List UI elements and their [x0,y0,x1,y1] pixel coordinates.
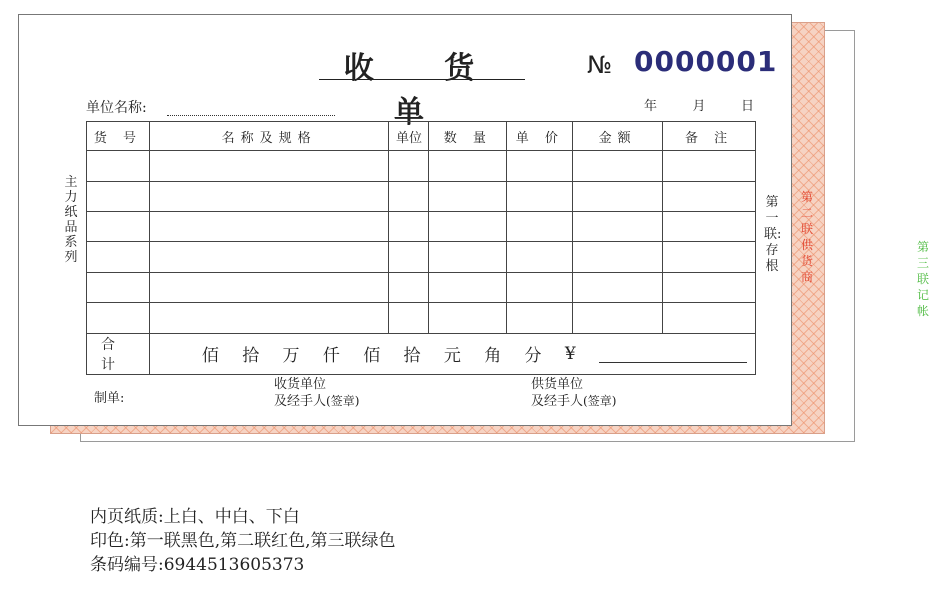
number-mark: № [587,51,612,79]
col-header-unit-price: 单 价 [507,122,573,151]
table-row [87,272,756,302]
amount-units [150,341,755,366]
table-cell[interactable] [149,303,389,333]
table-cell[interactable] [389,181,429,211]
table-cell[interactable] [663,242,756,272]
table-cell[interactable] [429,181,507,211]
first-copy-sheet [18,14,792,426]
table-cell[interactable] [507,151,573,181]
table-cell[interactable] [507,212,573,242]
copy1-label: 第一联:存根 [764,195,782,274]
maker-label: 制单: [94,391,125,406]
table-cell[interactable] [573,303,663,333]
receiver-label-line1: 收货单位 [274,377,327,392]
table-cell[interactable] [149,151,389,181]
table-cell[interactable] [663,181,756,211]
table-cell[interactable] [573,212,663,242]
table-cell[interactable] [573,181,663,211]
total-label-cell [87,333,150,375]
supplier-label-line2: 及经手人 [531,394,584,409]
table-cell[interactable] [87,212,150,242]
unit-name-field[interactable] [167,115,335,116]
col-header-remark: 备 注 [663,122,756,151]
receiver-label-line2: 及经手人 [274,394,327,409]
table-cell[interactable] [389,242,429,272]
table-cell[interactable] [149,272,389,302]
table-cell[interactable] [573,272,663,302]
table-cell[interactable] [429,151,507,181]
table-cell[interactable] [663,303,756,333]
goods-table [86,121,756,375]
month-label: 月 [692,99,706,114]
series-side-text: 主力纸品系列 [64,175,78,265]
unit-shi: 拾 [242,346,260,367]
table-cell[interactable] [663,212,756,242]
col-header-unit: 单位 [389,122,429,151]
barcode-note: 条码编号:6944513605373 [90,555,305,575]
table-cell[interactable] [429,212,507,242]
unit-yuan: 元 [443,346,461,367]
total-amount-field[interactable] [599,344,747,363]
table-row [87,242,756,272]
col-header-quantity: 数 量 [429,122,507,151]
table-cell[interactable] [87,151,150,181]
table-cell[interactable] [429,242,507,272]
document-title: 收 货 单 [343,51,505,130]
copy2-label: 第二联供货商 [800,190,813,284]
year-label: 年 [644,99,658,114]
table-row [87,181,756,211]
supplier-stamp: (签章) [583,394,617,408]
table-cell[interactable] [87,181,150,211]
table-cell[interactable] [429,303,507,333]
day-label: 日 [740,99,754,114]
table-cell[interactable] [149,212,389,242]
table-row [87,303,756,333]
table-cell[interactable] [87,242,150,272]
print-color-note: 印色:第一联黑色,第二联红色,第三联绿色 [90,531,396,551]
supplier-signature-block [531,377,616,410]
table-cell[interactable] [149,181,389,211]
title-underline [319,79,525,80]
currency-symbol: ¥ [564,343,576,364]
supplier-label-line1: 供货单位 [531,377,584,392]
total-row [87,333,756,375]
table-cell[interactable] [389,151,429,181]
table-cell[interactable] [573,242,663,272]
total-label: 合 计 [100,336,135,373]
table-cell[interactable] [663,151,756,181]
copy3-label: 第三联记帐 [916,240,929,318]
unit-qian: 仟 [322,346,340,367]
total-amount-cell[interactable] [149,333,755,375]
unit-fen: 分 [524,346,542,367]
table-cell[interactable] [573,151,663,181]
unit-name-label: 单位名称: [86,100,147,116]
table-cell[interactable] [429,272,507,302]
table-cell[interactable] [87,303,150,333]
table-header-row [87,122,756,151]
table-cell[interactable] [663,272,756,302]
table-cell[interactable] [87,272,150,302]
serial-number: 0000001 [634,45,778,78]
table-cell[interactable] [389,303,429,333]
table-row [87,151,756,181]
table-cell[interactable] [507,303,573,333]
table-cell[interactable] [507,181,573,211]
unit-jiao: 角 [484,346,502,367]
table-cell[interactable] [507,272,573,302]
col-header-amount: 金额 [573,122,663,151]
table-cell[interactable] [389,272,429,302]
unit-wan: 万 [282,346,300,367]
table-row [87,212,756,242]
table-cell[interactable] [149,242,389,272]
product-notes [90,505,396,577]
table-cell[interactable] [507,242,573,272]
col-header-item-no: 货 号 [87,122,150,151]
date-row [644,95,754,114]
col-header-name-spec: 名称及规格 [149,122,389,151]
paper-note: 内页纸质:上白、中白、下白 [90,507,300,527]
receiver-stamp: (签章) [326,394,360,408]
table-cell[interactable] [389,212,429,242]
unit-bai-2: 佰 [363,346,381,367]
unit-shi-2: 拾 [403,346,421,367]
receiver-signature-block [274,377,359,410]
unit-bai: 佰 [201,346,219,367]
